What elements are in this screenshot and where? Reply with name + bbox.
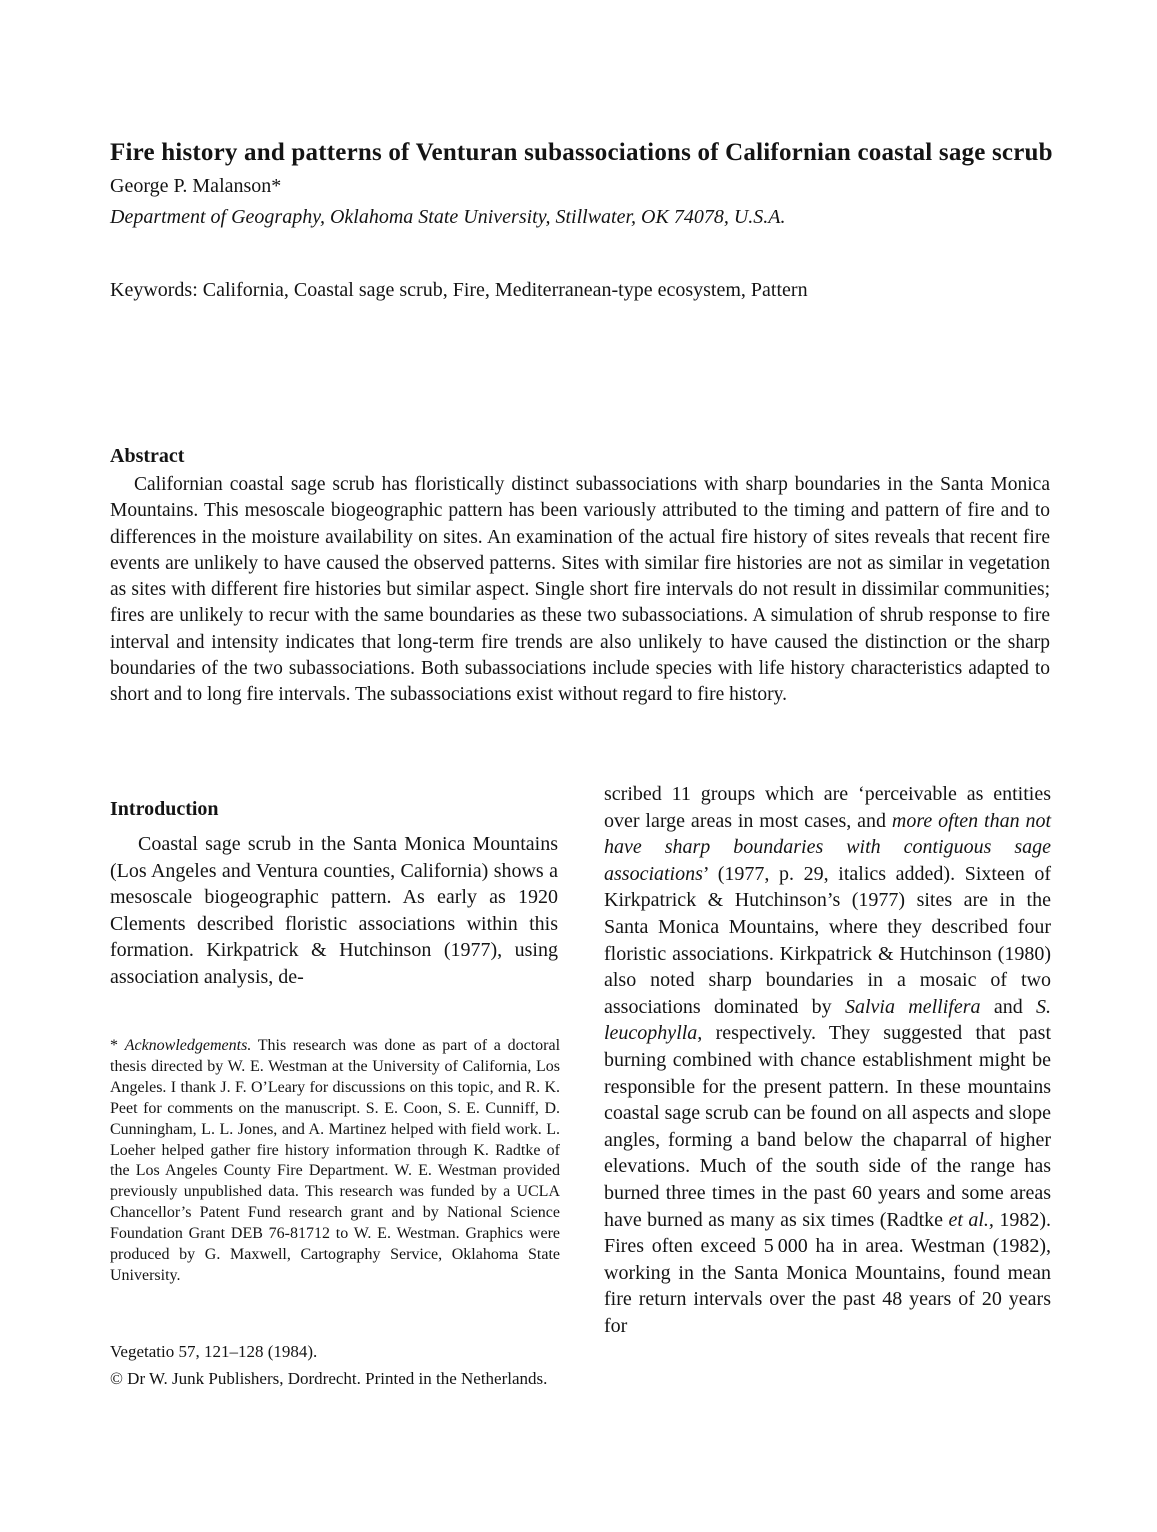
abstract-heading: Abstract (110, 444, 185, 467)
keywords-line: Keywords: California, Coastal sage scrub, Fire, Mediterranean-type ecosystem, Pattern (110, 279, 808, 301)
introduction-heading: Introduction (110, 797, 219, 820)
right-col-text-segment: 1982). Fires often exceed 5 000 ha in area. Westman (1982), working in the Santa Monica Mountains, found mean fire return intervals over the past 48 years of 20 years for (604, 1208, 1051, 1337)
et-al-citation: et al., (948, 1208, 994, 1231)
author-affiliation: Department of Geography, Oklahoma State University, Stillwater, OK 74078, U.S.A. (110, 206, 786, 228)
right-col-text-segment: ’ (1977, p. 29, italics added). Sixteen of Kirkpatrick & Hutchinson’s (1977) sites are in the Santa Monica Mountains, where they described four floristic associations. Kirkpatrick & Hutchinson (1980) also noted sharp boundaries in a mosaic of two associations dominated by (604, 862, 1051, 1018)
footnote-acknowledgements-label: Acknowledgements. (124, 1037, 252, 1054)
footnote-text: This research was done as part of a doctoral thesis directed by W. E. Westman at the University of California, Los Angeles. I thank J. F. O’Leary for discussions on this topic, and R. K. Peet for comments on the manuscript. S. E. Coon, S. E. Cunniff, D. Cunningham, L. L. Jones, and A. Martinez helped with field work. L. Loeher helped gather fire history information through K. Radtke of the Los Angeles County Fire Department. W. E. Westman provided previously unpublished data. This research was funded by a UCLA Chancellor’s Patent Fund research grant and by National Science Foundation Grant DEB 76-81712 to W. E. Westman. Graphics were produced by G. Maxwell, Cartography Service, Oklahoma State University. (110, 1037, 561, 1284)
right-col-text-segment: respectively. They suggested that past burning combined with chance establishment might be responsible for the present pattern. In these mountains coastal sage scrub can be found on all aspects and slope angles, forming a band below the chaparral of higher elevations. Much of the south side of the range has burned three times in the past 60 years and some areas have burned as many as six times (Radtke (604, 1022, 1051, 1231)
abstract-paragraph: Californian coastal sage scrub has floristically distinct subassociations with sharp boundaries in the Santa Monica Mountains. This mesoscale biogeographic pattern has been variously attributed to the timing and pattern of fire and to differences in the moisture availability on sites. An examination of the actual fire history of sites reveals that recent fire events are unlikely to have caused the observed patterns. Sites with similar fire histories are not as similar in vegetation as sites with different fire histories but similar aspect. Single short fire intervals do not result in dissimilar communities; fires are unlikely to recur with the same boundaries as these two subassociations. A simulation of shrub response to fire interval and intensity indicates that long-term fire trends are also unlikely to have caused the distinction or the sharp boundaries of the two subassociations. Both subassociations include species with life history characteristics adapted to short and to long fire intervals. The subassociations exist without regard to fire history. (110, 474, 1050, 706)
journal-citation: Vegetatio 57, 121–128 (1984). (110, 1342, 318, 1361)
footnote-asterisk: * (110, 1037, 125, 1054)
right-column-paragraph (604, 781, 1051, 1339)
right-col-italic-quote: more often than not have sharp boundaries with contiguous sage associations (604, 809, 1052, 885)
introduction-paragraph: Coastal sage scrub in the Santa Monica Mountains (Los Angeles and Ventura counties, California) shows a mesoscale biogeographic pattern. As early as 1920 Clements described floristic associations within this formation. Kirkpatrick & Hutchinson (1977), using association analysis, de- (110, 833, 558, 988)
copyright-line: © Dr W. Junk Publishers, Dordrecht. Printed in the Netherlands. (110, 1369, 548, 1388)
species-name-salvia-mellifera: Salvia mellifera (845, 995, 981, 1018)
right-col-text-segment: scribed 11 groups which are ‘perceivable as entities over large areas in most cases, and (604, 783, 1051, 832)
author-name: George P. Malanson* (110, 175, 282, 197)
page-title: Fire history and patterns of Venturan subassociations of Californian coastal sage scrub (110, 138, 1053, 166)
acknowledgements-footnote (110, 1036, 560, 1287)
species-name-s-leucophylla: S. leucophylla, (604, 995, 1052, 1045)
right-col-text-segment: and (980, 995, 1037, 1018)
